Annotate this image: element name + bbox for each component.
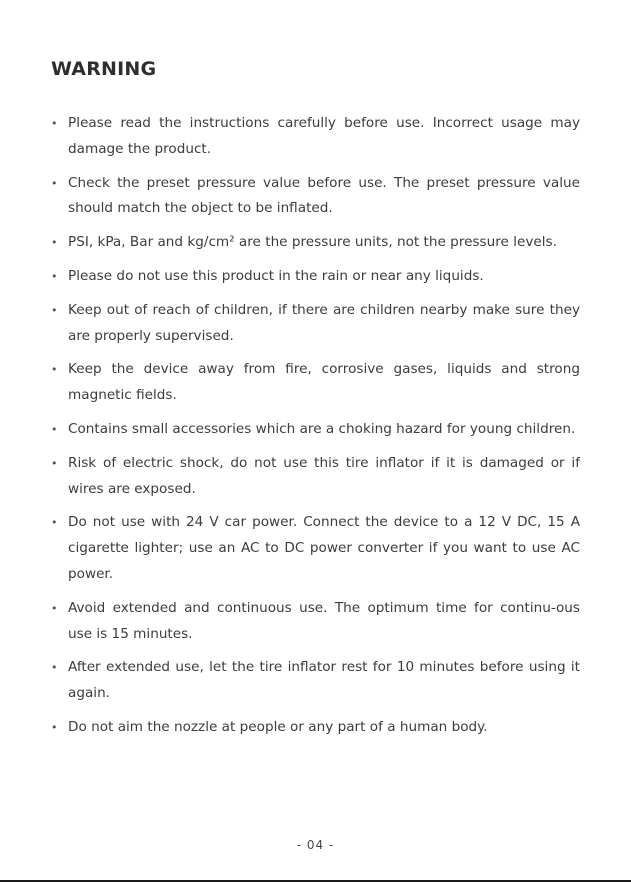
list-item-text: Avoid extended and continuous use. The optimum time for continu-ous use is 15 minutes.: [68, 599, 580, 642]
bullet-icon: •: [51, 303, 58, 317]
bullet-icon: •: [51, 456, 58, 470]
bullet-icon: •: [51, 422, 58, 436]
bullet-icon: •: [51, 117, 58, 130]
bullet-icon: •: [51, 363, 58, 377]
bullet-icon: •: [51, 601, 58, 615]
list-item: [51, 596, 580, 648]
list-item: [51, 417, 580, 443]
list-item: [51, 655, 580, 707]
list-item-text: Please read the instructions carefully before use. Incorrect usage may damage the product.: [68, 115, 580, 157]
list-item: [51, 171, 580, 223]
list-item: [51, 357, 580, 409]
bullet-icon: •: [51, 269, 58, 283]
list-item-text: After extended use, let the tire inflator rest for 10 minutes before using it again.: [68, 659, 580, 702]
bullet-icon: •: [51, 236, 58, 250]
bullet-icon: •: [51, 516, 58, 530]
list-item-text: Check the preset pressure value before use. The preset pressure value should match the object to be inflated.: [68, 174, 580, 217]
list-item-text: Do not use with 24 V car power. Connect the device to a 12 V DC, 15 A cigarette lighter; use an AC to DC power converter if you want to use AC power.: [68, 514, 580, 582]
page-number: - 04 -: [296, 838, 335, 852]
list-item-text: Risk of electric shock, do not use this tire inflator if it is damaged or if wires are exposed.: [68, 454, 580, 497]
list-item: [51, 111, 580, 163]
list-item: [51, 298, 580, 350]
bottom-divider: [0, 880, 631, 882]
bullet-icon: •: [51, 661, 58, 675]
bullet-icon: •: [51, 176, 58, 190]
list-item: [51, 715, 580, 741]
list-item: [51, 264, 580, 290]
list-item-text: Keep out of reach of children, if there are children nearby make sure they are properly supervised.: [68, 301, 580, 344]
list-item: [51, 510, 580, 587]
warning-list: [51, 111, 580, 749]
list-item: [51, 451, 580, 503]
list-item-text: Do not aim the nozzle at people or any part of a human body.: [68, 718, 488, 735]
list-item-text: Keep the device away from fire, corrosive gases, liquids and strong magnetic fields.: [68, 361, 580, 404]
list-item: [51, 230, 580, 256]
page-title: WARNING: [51, 58, 157, 80]
list-item-text: Contains small accessories which are a choking hazard for young children.: [68, 420, 576, 437]
list-item-text: PSI, kPa, Bar and kg/cm² are the pressure units, not the pressure levels.: [68, 234, 557, 251]
bullet-icon: •: [51, 720, 58, 734]
list-item-text: Please do not use this product in the rain or near any liquids.: [68, 267, 484, 284]
